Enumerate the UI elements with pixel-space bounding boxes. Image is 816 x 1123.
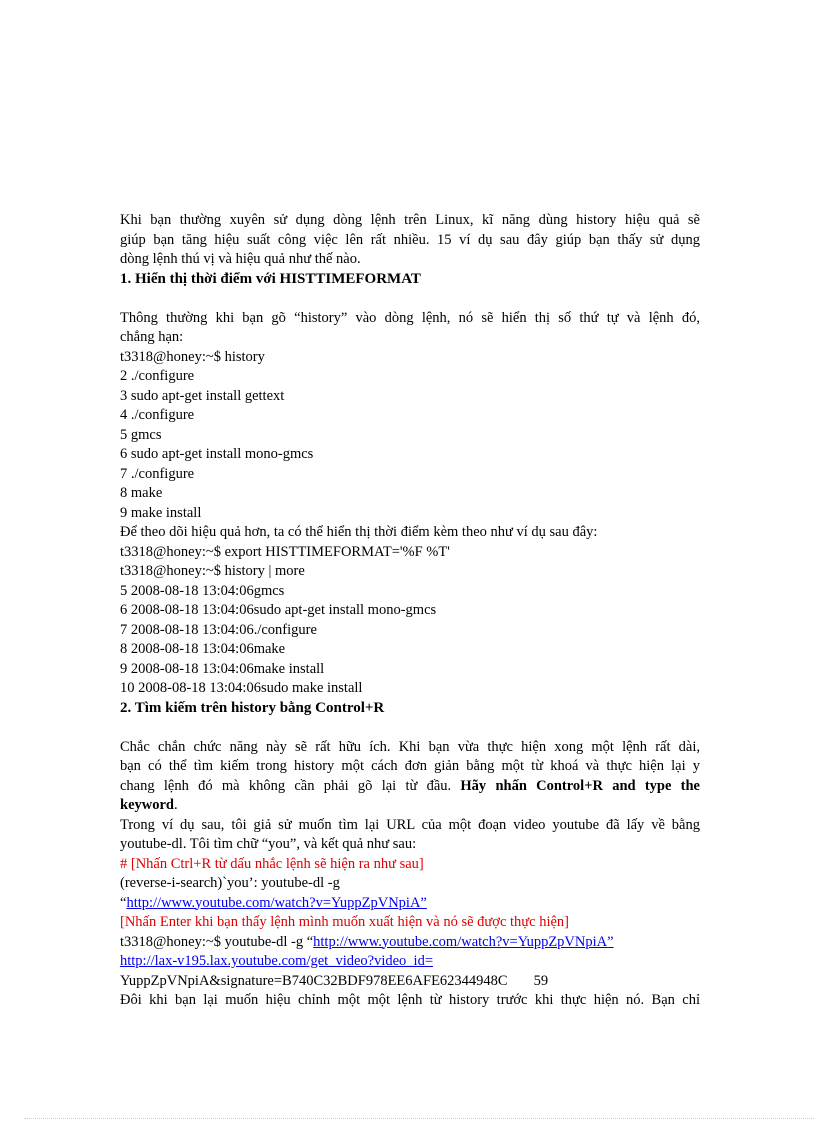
para-text: chang lệnh đó mà không cần phải gõ lại từ đầu. <box>120 777 461 794</box>
timed-output-line: t3318@honey:~$ export HISTTIMEFORMAT='%F %T' <box>120 543 450 560</box>
section-2-para-3 <box>120 777 700 797</box>
history-output-line: 3 sudo apt-get install gettext <box>120 387 285 404</box>
para-emphasis: Hãy nhấn Control+R and type the <box>460 777 700 794</box>
timed-output-line: 8 2008-08-18 13:04:06make <box>120 641 286 657</box>
spacer <box>120 718 700 738</box>
history-output-line: 5 gmcs <box>120 426 162 443</box>
youtube-link-2[interactable]: http://www.youtube.com/watch?v=YuppZpVNpiA” <box>313 933 614 950</box>
intro-line-2: giúp bạn tăng hiệu suất công việc lên rất nhiều. 15 ví dụ sau đây giúp bạn thấy sử dụng <box>120 231 700 248</box>
section-1-para-2: chẳng hạn: <box>120 329 184 345</box>
timed-output-block <box>120 543 700 699</box>
keyword-emphasis: keyword <box>120 797 174 813</box>
comment-enter: [Nhấn Enter khi bạn thấy lệnh mình muốn xuất hiện và nó sẽ được thực hiện] <box>120 914 570 930</box>
timed-output-line: 9 2008-08-18 13:04:06make install <box>120 660 325 677</box>
section-1-followup: Để theo dõi hiệu quả hơn, ta có thể hiển thị thời điểm kèm theo như ví dụ sau đây: <box>120 524 598 540</box>
section-1-title: 1. Hiển thị thời điểm với HISTTIMEFORMAT <box>120 270 421 287</box>
history-output-line: 4 ./configure <box>120 407 195 423</box>
youtube-link-1[interactable]: http://www.youtube.com/watch?v=YuppZpVNpiA” <box>126 894 427 911</box>
get-video-link[interactable]: http://lax-v195.lax.youtube.com/get_video?video_id= <box>120 953 434 969</box>
intro-line-3: dòng lệnh thú vị và hiệu quả như thế nào. <box>120 251 361 267</box>
history-output-line: t3318@honey:~$ history <box>120 348 265 365</box>
last-line: Đôi khi bạn lại muốn hiệu chỉnh một một lệnh từ history trước khi thực hiện nó. Bạn chỉ <box>120 992 700 1008</box>
section-2-para-4 <box>120 796 700 816</box>
signature-line <box>120 972 700 992</box>
quote-open: “ <box>120 894 127 911</box>
document-page <box>120 211 700 1011</box>
section-1-para-1: Thông thường khi bạn gõ “history” vào dòng lệnh, nó sẽ hiển thị số thứ tự và lệnh đó, <box>120 309 700 326</box>
timed-output-line: 10 2008-08-18 13:04:06sudo make install <box>120 680 363 696</box>
history-output-line: 7 ./configure <box>120 465 195 482</box>
comment-ctrl-r: # [Nhấn Ctrl+R từ dấu nhắc lệnh sẽ hiện ra như sau] <box>120 855 424 872</box>
section-2-para-2: bạn có thể tìm kiếm trong history một cách đơn giản bằng một từ khoá và thực hiện lại y <box>120 758 700 774</box>
example-line-1: Trong ví dụ sau, tôi giả sử muốn tìm lại URL của một đoạn video youtube đã lấy về bằng <box>120 816 700 833</box>
command-line <box>120 933 700 953</box>
url-line-1 <box>120 894 700 914</box>
url-line-3 <box>120 952 700 972</box>
intro-line-1: Khi bạn thường xuyên sử dụng dòng lệnh trên Linux, kĩ năng dùng history hiệu quả sẽ <box>120 212 700 228</box>
timed-output-line: t3318@honey:~$ history | more <box>120 563 305 579</box>
spacer <box>120 289 700 309</box>
section-2-title: 2. Tìm kiếm trên history bằng Control+R <box>120 699 385 716</box>
signature-number: 59 <box>533 972 549 989</box>
history-output-line: 2 ./configure <box>120 368 195 384</box>
page-bottom-rule <box>24 1118 814 1119</box>
timed-output-line: 5 2008-08-18 13:04:06gmcs <box>120 582 285 599</box>
reverse-search-line: (reverse-i-search)`you’: youtube-dl -g <box>120 875 340 891</box>
section-2-para-1: Chắc chắn chức năng này sẽ rất hữu ích. Khi bạn vừa thực hiện xong một lệnh rất dài, <box>120 738 700 755</box>
history-output-line: 8 make <box>120 485 163 501</box>
timed-output-line: 7 2008-08-18 13:04:06./configure <box>120 621 317 638</box>
history-output-line: 6 sudo apt-get install mono-gmcs <box>120 446 314 462</box>
example-line-2: youtube-dl. Tôi tìm chữ “you”, và kết quả như sau: <box>120 836 417 852</box>
history-output-block <box>120 348 700 524</box>
signature-text: YuppZpVNpiA&signature=B740C32BDF978EE6AFE62344948C <box>120 972 508 989</box>
timed-output-line: 6 2008-08-18 13:04:06sudo apt-get install mono-gmcs <box>120 602 437 618</box>
command-prefix: t3318@honey:~$ youtube-dl -g “ <box>120 933 314 950</box>
keyword-tail: . <box>173 797 178 813</box>
history-output-line: 9 make install <box>120 504 202 521</box>
